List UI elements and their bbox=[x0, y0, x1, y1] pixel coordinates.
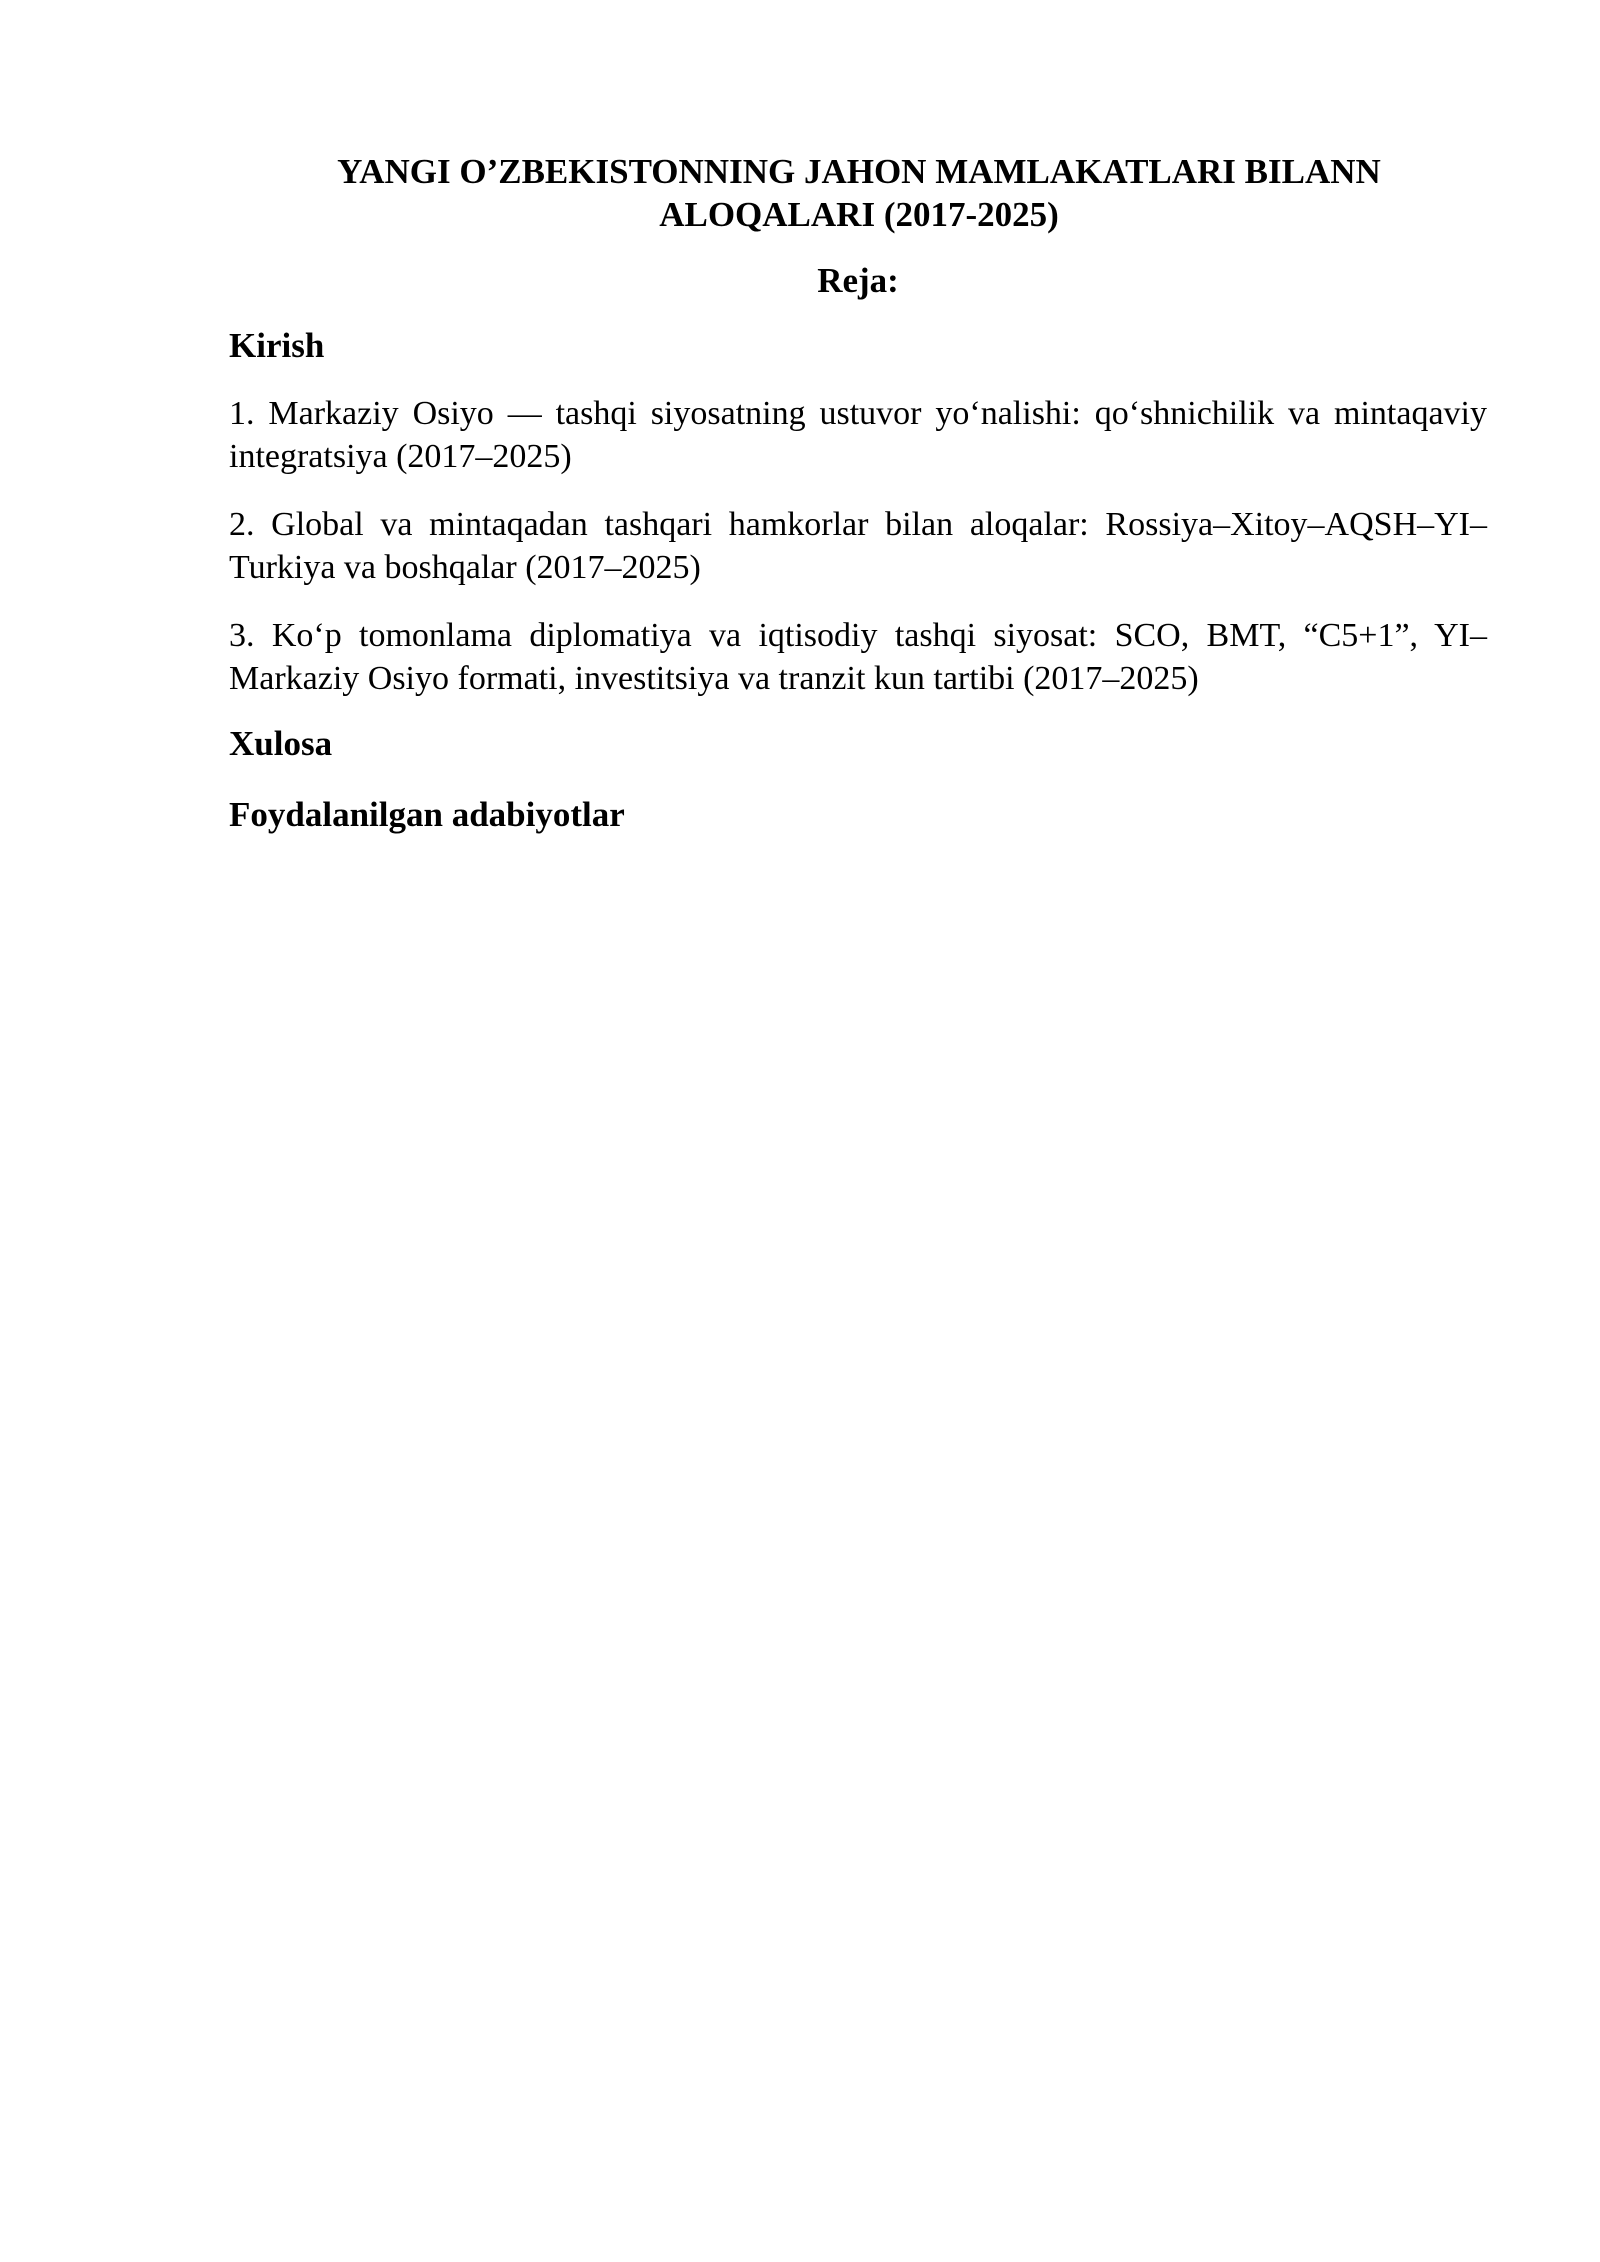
plan-item-3: 3. Ko‘p tomonlama diplomatiya va iqtisodiy tashqi siyosat: SCO, BMT, “C5+1”, YI–Markaziy Osiyo formati, investitsiya va tranzit kun tartibi (2017–2025) bbox=[229, 617, 1487, 697]
plan-item-2: 2. Global va mintaqadan tashqari hamkorlar bilan aloqalar: Rossiya–Xitoy–AQSH–YI–Turkiya va boshqalar (2017–2025) bbox=[229, 506, 1487, 586]
document-page bbox=[229, 150, 1487, 836]
document-title: YANGI O’ZBEKISTONNING JAHON MAMLAKATLARI BILANN ALOQALARI (2017-2025) bbox=[337, 152, 1381, 234]
conclusion-heading: Xulosa bbox=[229, 724, 333, 763]
plan-heading: Reja: bbox=[817, 261, 899, 300]
intro-heading: Kirish bbox=[229, 326, 325, 365]
references-heading: Foydalanilgan adabiyotlar bbox=[229, 795, 625, 834]
plan-item-1: 1. Markaziy Osiyo — tashqi siyosatning ustuvor yo‘nalishi: qo‘shnichilik va mintaqaviy integratsiya (2017–2025) bbox=[229, 395, 1487, 475]
